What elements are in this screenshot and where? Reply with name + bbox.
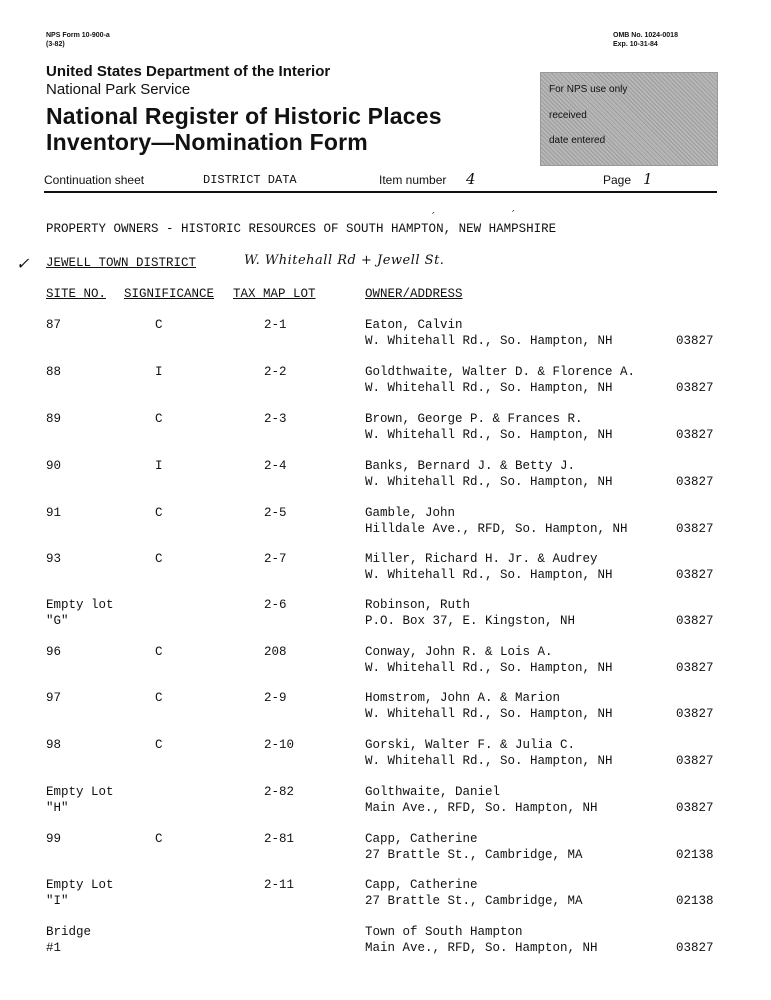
zip-code: 03827 (676, 428, 714, 442)
tax-map-lot-value: 2-7 (264, 552, 287, 566)
tax-map-lot-value: 2-82 (264, 785, 295, 799)
page-value: 1 (643, 170, 653, 188)
owner-address: W. Whitehall Rd., So. Hampton, NH (365, 707, 613, 721)
site-number: Empty Lot (46, 878, 114, 892)
form-title-line2: Inventory—Nomination Form (46, 129, 368, 155)
significance-value: C (155, 738, 163, 752)
site-number: Empty lot (46, 598, 114, 612)
omb-line1: OMB No. 1024-0018 (613, 32, 678, 39)
form-code-line2: (3-82) (46, 41, 65, 48)
zip-code: 03827 (676, 475, 714, 489)
site-number-sub: #1 (46, 941, 62, 955)
district-note: W. Whitehall Rd + Jewell St. (244, 253, 445, 268)
zip-code: 03827 (676, 754, 714, 768)
nps-use-label: For NPS use only (549, 84, 628, 95)
significance-value: C (155, 552, 163, 566)
owner-name: Gamble, John (365, 506, 456, 520)
site-number: 91 (46, 506, 62, 520)
owner-address: W. Whitehall Rd., So. Hampton, NH (365, 475, 613, 489)
zip-code: 02138 (676, 894, 714, 908)
header-rule (44, 191, 717, 193)
site-number: 99 (46, 832, 62, 846)
item-number-value: 4 (466, 170, 476, 188)
zip-code: 03827 (676, 614, 714, 628)
document-heading: PROPERTY OWNERS - HISTORIC RESOURCES OF SOUTH HAMPTON, NEW HAMPSHIRE (46, 222, 557, 236)
owner-name: Robinson, Ruth (365, 598, 471, 612)
owner-address: W. Whitehall Rd., So. Hampton, NH (365, 568, 613, 582)
owner-address: W. Whitehall Rd., So. Hampton, NH (365, 334, 613, 348)
department-name: United States Department of the Interior (46, 63, 331, 80)
owner-name: Eaton, Calvin (365, 318, 463, 332)
page-label: Page (603, 173, 632, 187)
omb-line2: Exp. 10-31-84 (613, 41, 658, 48)
site-number: 97 (46, 691, 62, 705)
site-number: 88 (46, 365, 62, 379)
tax-map-lot-value: 2-9 (264, 691, 287, 705)
owner-address: Hilldale Ave., RFD, So. Hampton, NH (365, 522, 628, 536)
owner-address: W. Whitehall Rd., So. Hampton, NH (365, 754, 613, 768)
col-owner-address: OWNER/ADDRESS (365, 287, 463, 301)
owner-address: Main Ave., RFD, So. Hampton, NH (365, 801, 598, 815)
owner-address: W. Whitehall Rd., So. Hampton, NH (365, 381, 613, 395)
sheet-name: DISTRICT DATA (203, 173, 297, 187)
zip-code: 02138 (676, 848, 714, 862)
zip-code: 03827 (676, 334, 714, 348)
tax-map-lot-value: 2-4 (264, 459, 287, 473)
site-number: 89 (46, 412, 62, 426)
owner-name: Goldthwaite, Walter D. & Florence A. (365, 365, 636, 379)
col-site-no: SITE NO. (46, 287, 107, 301)
site-number: 90 (46, 459, 62, 473)
omb-number (613, 31, 678, 49)
form-code-line1: NPS Form 10-900-a (46, 32, 110, 39)
site-number: 96 (46, 645, 62, 659)
owner-name: Conway, John R. & Lois A. (365, 645, 553, 659)
date-entered-label: date entered (549, 135, 606, 146)
zip-code: 03827 (676, 707, 714, 721)
owner-name: Miller, Richard H. Jr. & Audrey (365, 552, 598, 566)
nps-use-box (540, 72, 718, 166)
continuation-label: Continuation sheet (44, 173, 145, 187)
tax-map-lot-value: 2-11 (264, 878, 295, 892)
owner-name: Brown, George P. & Frances R. (365, 412, 583, 426)
zip-code: 03827 (676, 381, 714, 395)
significance-value: I (155, 459, 163, 473)
owner-name: Golthwaite, Daniel (365, 785, 501, 799)
owner-address: W. Whitehall Rd., So. Hampton, NH (365, 428, 613, 442)
owner-name: Homstrom, John A. & Marion (365, 691, 561, 705)
site-number: 87 (46, 318, 62, 332)
site-number: 98 (46, 738, 62, 752)
tax-map-lot-value: 2-1 (264, 318, 287, 332)
check-mark: ✓ (16, 254, 30, 273)
col-tax-map-lot: TAX MAP LOT (233, 287, 316, 301)
owner-address: W. Whitehall Rd., So. Hampton, NH (365, 661, 613, 675)
significance-value: C (155, 412, 163, 426)
owner-address: 27 Brattle St., Cambridge, MA (365, 848, 583, 862)
significance-value: C (155, 691, 163, 705)
tax-map-lot-value: 2-3 (264, 412, 287, 426)
site-number-sub: "G" (46, 614, 69, 628)
owner-name: Capp, Catherine (365, 832, 478, 846)
owner-address: P.O. Box 37, E. Kingston, NH (365, 614, 576, 628)
zip-code: 03827 (676, 522, 714, 536)
tax-map-lot-value: 2-5 (264, 506, 287, 520)
zip-code: 03827 (676, 661, 714, 675)
zip-code: 03827 (676, 801, 714, 815)
col-significance: SIGNIFICANCE (124, 287, 215, 301)
owner-name: Gorski, Walter F. & Julia C. (365, 738, 576, 752)
tax-map-lot-value: 2-81 (264, 832, 295, 846)
tax-map-lot-value: 2-6 (264, 598, 287, 612)
owner-name: Town of South Hampton (365, 925, 523, 939)
owner-address: Main Ave., RFD, So. Hampton, NH (365, 941, 598, 955)
site-number: 93 (46, 552, 62, 566)
site-number-sub: "I" (46, 894, 69, 908)
tax-map-lot-value: 2-2 (264, 365, 287, 379)
zip-code: 03827 (676, 568, 714, 582)
form-title-line1: National Register of Historic Places (46, 103, 442, 129)
significance-value: C (155, 832, 163, 846)
significance-value: C (155, 318, 163, 332)
site-number-sub: "H" (46, 801, 69, 815)
form-code (46, 31, 110, 49)
site-number: Empty Lot (46, 785, 114, 799)
significance-value: C (155, 506, 163, 520)
accent-mark: ′ (512, 208, 515, 221)
owner-name: Banks, Bernard J. & Betty J. (365, 459, 576, 473)
accent-mark: ′ (432, 210, 435, 223)
tax-map-lot-value: 208 (264, 645, 287, 659)
item-number-label: Item number (379, 173, 447, 187)
service-name: National Park Service (46, 81, 191, 98)
zip-code: 03827 (676, 941, 714, 955)
owner-name: Capp, Catherine (365, 878, 478, 892)
significance-value: C (155, 645, 163, 659)
district-title: JEWELL TOWN DISTRICT (46, 256, 197, 270)
received-label: received (549, 110, 587, 121)
owner-address: 27 Brattle St., Cambridge, MA (365, 894, 583, 908)
site-number: Bridge (46, 925, 92, 939)
significance-value: I (155, 365, 163, 379)
tax-map-lot-value: 2-10 (264, 738, 295, 752)
